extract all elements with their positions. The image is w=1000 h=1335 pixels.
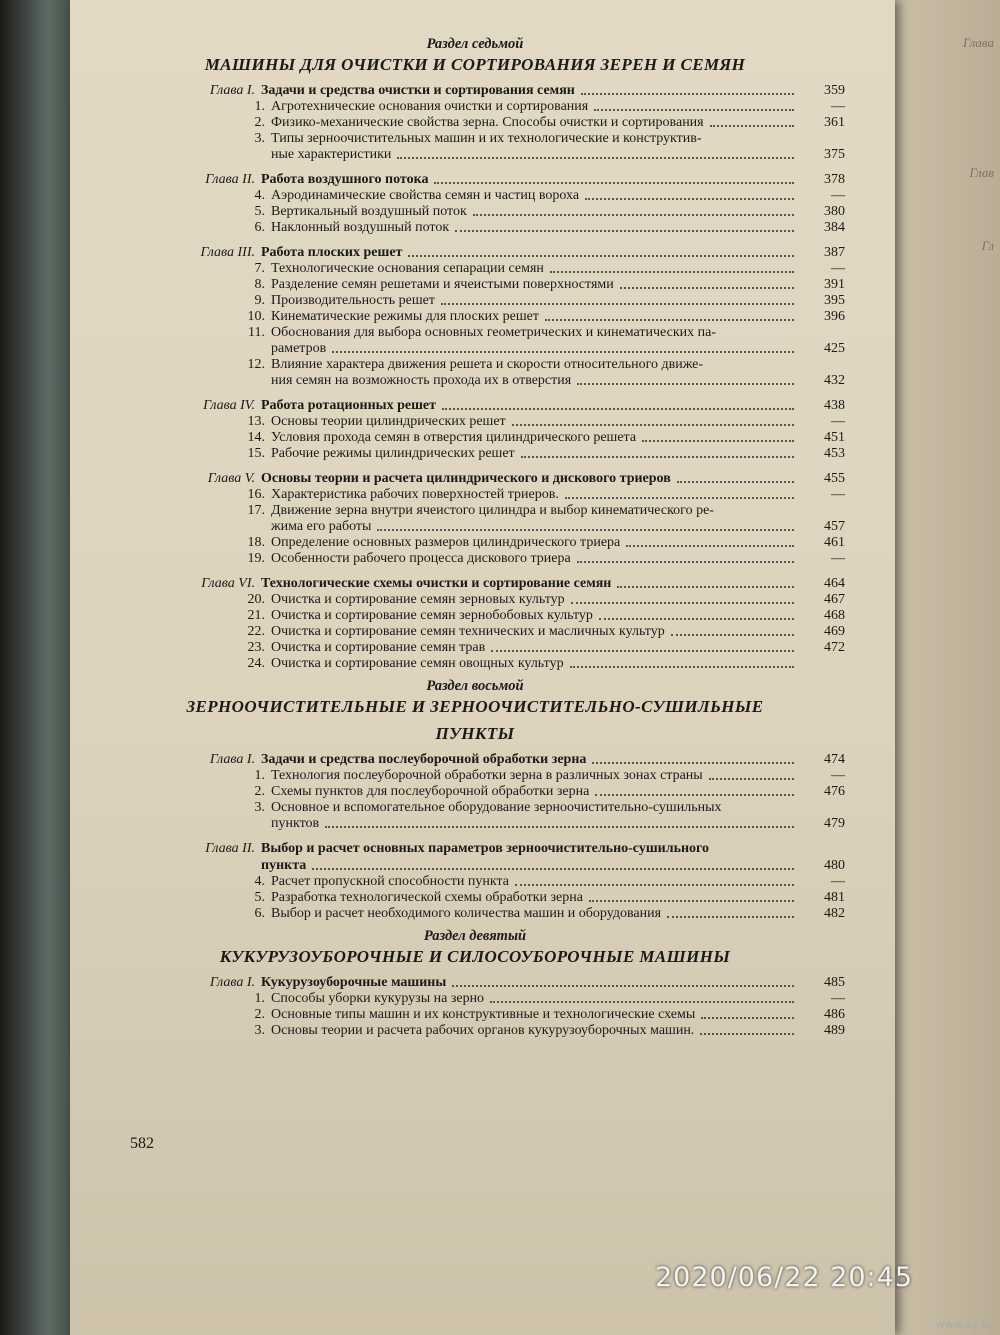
chapter-title-continued: пункта — [261, 858, 307, 873]
toc-item — [105, 188, 845, 204]
dot-leader — [515, 884, 794, 886]
chapter-row — [105, 840, 845, 857]
item-number: 16. — [247, 487, 265, 502]
dot-leader — [585, 198, 794, 200]
toc-item — [105, 608, 845, 624]
item-title-continued: раметров — [271, 341, 327, 356]
toc-item — [105, 906, 845, 922]
chapter-page: 474 — [824, 752, 845, 767]
chapter-label: Глава I. — [209, 752, 255, 767]
item-number: 6. — [254, 906, 265, 921]
item-title: Выбор и расчет необходимого количества машин и оборудования — [271, 906, 662, 921]
toc-item — [105, 551, 845, 567]
chapter-page: 387 — [824, 245, 845, 260]
item-page: 476 — [824, 784, 845, 799]
chapter-page: 378 — [824, 172, 845, 187]
item-page: — — [831, 99, 845, 114]
chapter-title: Работа воздушного потока — [261, 172, 429, 187]
item-page: 453 — [824, 446, 845, 461]
dot-leader — [565, 497, 794, 499]
item-page: 467 — [824, 592, 845, 607]
dot-leader — [592, 762, 794, 764]
dot-leader — [701, 1017, 794, 1019]
dot-leader — [441, 303, 794, 305]
dot-leader — [550, 271, 794, 273]
dot-leader — [595, 794, 794, 796]
item-title: Вертикальный воздушный поток — [271, 204, 467, 219]
chapter-page: 438 — [824, 398, 845, 413]
item-page: 391 — [824, 277, 845, 292]
item-number: 9. — [254, 293, 265, 308]
section-title: ЗЕРНООЧИСТИТЕЛЬНЫЕ И ЗЕРНООЧИСТИТЕЛЬНО-СУШИЛЬНЫЕ — [186, 697, 764, 716]
item-page: — — [831, 414, 845, 429]
item-page: — — [831, 991, 845, 1006]
dot-leader — [434, 182, 794, 184]
toc-item — [105, 220, 845, 236]
item-number: 20. — [247, 592, 265, 607]
item-page: — — [831, 874, 845, 889]
toc-item — [105, 656, 845, 672]
toc-item — [105, 890, 845, 906]
toc-item — [105, 293, 845, 309]
dot-leader — [620, 287, 794, 289]
chapter-page: 485 — [824, 975, 845, 990]
toc-item-continued — [105, 341, 845, 357]
item-page: 396 — [824, 309, 845, 324]
dot-leader — [452, 985, 794, 987]
item-title: Технология послеуборочной обработки зерна в различных зонах страны — [271, 768, 703, 783]
item-page: 451 — [824, 430, 845, 445]
toc-item — [105, 430, 845, 446]
toc-item — [105, 277, 845, 293]
item-title: Разработка технологической схемы обработки зерна — [271, 890, 583, 905]
item-page: — — [831, 188, 845, 203]
item-page: 375 — [824, 147, 845, 162]
toc-item — [105, 99, 845, 115]
chapter-label: Глава I. — [209, 83, 255, 98]
watermark: www.ay.by — [935, 1318, 994, 1331]
dot-leader — [700, 1033, 794, 1035]
chapter-row — [105, 82, 845, 99]
item-title-continued: ния семян на возможность прохода их в отверстия — [271, 373, 572, 388]
item-title: Способы уборки кукурузы на зерно — [271, 991, 485, 1006]
toc-item — [105, 204, 845, 220]
chapter-row — [105, 397, 845, 414]
item-page: 395 — [824, 293, 845, 308]
dot-leader — [442, 408, 794, 410]
chapter-title: Задачи и средства послеуборочной обработки зерна — [261, 752, 587, 767]
toc-item — [105, 487, 845, 503]
chapter-title: Работа плоских решет — [261, 245, 403, 260]
item-title-continued: ные характеристики — [271, 147, 392, 162]
toc-item — [105, 800, 845, 816]
item-number: 18. — [247, 535, 265, 550]
item-number: 22. — [247, 624, 265, 639]
facing-page-text: Глав — [969, 165, 994, 180]
toc-item — [105, 784, 845, 800]
chapter-label: Глава IV. — [203, 398, 255, 413]
item-title: Определение основных размеров цилиндрического триера — [271, 535, 621, 550]
chapter-title: Технологические схемы очистки и сортирование семян — [261, 576, 612, 591]
dot-leader — [473, 214, 794, 216]
dot-leader — [594, 109, 794, 111]
item-number: 5. — [254, 204, 265, 219]
item-number: 8. — [254, 277, 265, 292]
item-page: — — [831, 768, 845, 783]
item-page: 469 — [824, 624, 845, 639]
dot-leader — [491, 650, 794, 652]
toc-item — [105, 357, 845, 373]
dot-leader — [677, 481, 794, 483]
item-title-continued: жима его работы — [271, 519, 372, 534]
dot-leader — [312, 868, 794, 870]
item-title: Типы зерноочистительных машин и их технологические и конструктив- — [271, 131, 702, 146]
item-number: 11. — [248, 325, 265, 340]
dot-leader — [581, 93, 794, 95]
item-number: 1. — [254, 991, 265, 1006]
item-page: 486 — [824, 1007, 845, 1022]
dot-leader — [589, 900, 794, 902]
chapter-row — [105, 751, 845, 768]
item-title: Агротехнические основания очистки и сортирования — [271, 99, 589, 114]
toc-item — [105, 446, 845, 462]
item-number: 6. — [254, 220, 265, 235]
item-number: 12. — [247, 357, 265, 372]
dot-leader — [570, 666, 794, 668]
dot-leader — [490, 1001, 794, 1003]
chapter-title: Основы теории и расчета цилиндрического и дискового триеров — [261, 471, 671, 486]
chapter-label: Глава VI. — [201, 576, 255, 591]
chapter-page: 359 — [824, 83, 845, 98]
item-number: 3. — [254, 1023, 265, 1038]
item-title: Разделение семян решетами и ячеистыми поверхностями — [271, 277, 614, 292]
item-number: 1. — [254, 768, 265, 783]
dot-leader — [710, 125, 794, 127]
item-title: Очистка и сортирование семян зерновых культур — [271, 592, 565, 607]
toc-item-continued — [105, 147, 845, 163]
toc-item — [105, 261, 845, 277]
item-page: 384 — [824, 220, 845, 235]
item-title: Условия прохода семян в отверстия цилиндрического решета — [271, 430, 637, 445]
item-title: Особенности рабочего процесса дискового триера — [271, 551, 571, 566]
item-title: Основные типы машин и их конструктивные и технологические схемы — [271, 1007, 696, 1022]
chapter-row-continued — [105, 857, 845, 874]
chapter-label: Глава V. — [207, 471, 255, 486]
book-cover-edge — [0, 0, 80, 1335]
dot-leader — [671, 634, 794, 636]
toc-item — [105, 991, 845, 1007]
item-number: 17. — [247, 503, 265, 518]
item-title: Аэродинамические свойства семян и частиц вороха — [271, 188, 580, 203]
facing-page — [890, 0, 1000, 1335]
toc-item — [105, 325, 845, 341]
item-page: 425 — [824, 341, 845, 356]
item-page: 479 — [824, 816, 845, 831]
item-page: 380 — [824, 204, 845, 219]
item-number: 19. — [247, 551, 265, 566]
facing-page-text: Гл — [981, 238, 994, 253]
item-page: 489 — [824, 1023, 845, 1038]
toc-item — [105, 768, 845, 784]
facing-page-text: Глава — [962, 35, 994, 50]
item-number: 14. — [247, 430, 265, 445]
section-title-continued: ПУНКТЫ — [435, 724, 515, 743]
item-title: Характеристика рабочих поверхностей триеров. — [271, 487, 559, 502]
toc-item — [105, 535, 845, 551]
item-title: Очистка и сортирование семян технических и масличных культур — [271, 624, 665, 639]
dot-leader — [397, 157, 794, 159]
toc-item-continued — [105, 519, 845, 535]
section-title: МАШИНЫ ДЛЯ ОЧИСТКИ И СОРТИРОВАНИЯ ЗЕРЕН И СЕМЯН — [204, 55, 746, 74]
chapter-row — [105, 974, 845, 991]
chapter-row — [105, 171, 845, 188]
item-page: — — [831, 551, 845, 566]
item-page: 481 — [824, 890, 845, 905]
chapter-page: 455 — [824, 471, 845, 486]
item-title: Влияние характера движения решета и скорости относительного движе- — [271, 357, 704, 372]
item-page: 461 — [824, 535, 845, 550]
item-title: Основы теории цилиндрических решет — [271, 414, 506, 429]
item-number: 4. — [254, 874, 265, 889]
item-title: Очистка и сортирование семян трав — [271, 640, 486, 655]
item-page: 482 — [824, 906, 845, 921]
item-title: Схемы пунктов для послеуборочной обработки зерна — [271, 784, 590, 799]
dot-leader — [377, 529, 794, 531]
toc-item — [105, 640, 845, 656]
chapter-page: 464 — [824, 576, 845, 591]
item-title: Очистка и сортирование семян зернобобовых культур — [271, 608, 593, 623]
item-title: Расчет пропускной способности пункта — [271, 874, 509, 889]
item-number: 2. — [254, 115, 265, 130]
toc-item-continued — [105, 816, 845, 832]
toc-item — [105, 624, 845, 640]
chapter-page: 480 — [824, 858, 845, 873]
dot-leader — [325, 826, 794, 828]
item-page: 432 — [824, 373, 845, 388]
dot-leader — [577, 561, 794, 563]
chapter-label: Глава II. — [205, 841, 255, 856]
item-number: 3. — [254, 131, 265, 146]
toc-item — [105, 1007, 845, 1023]
section-label: Раздел девятый — [423, 928, 527, 944]
item-number: 24. — [247, 656, 265, 671]
item-page: 457 — [824, 519, 845, 534]
item-page: — — [831, 261, 845, 276]
item-number: 4. — [254, 188, 265, 203]
dot-leader — [332, 351, 794, 353]
chapter-row — [105, 470, 845, 487]
item-number: 2. — [254, 1007, 265, 1022]
chapter-title: Задачи и средства очистки и сортирования семян — [261, 83, 575, 98]
item-page: 472 — [824, 640, 845, 655]
item-number: 3. — [254, 800, 265, 815]
section-title: КУКУРУЗОУБОРОЧНЫЕ И СИЛОСОУБОРОЧНЫЕ МАШИНЫ — [219, 947, 731, 966]
toc-item — [105, 309, 845, 325]
item-number: 15. — [247, 446, 265, 461]
dot-leader — [599, 618, 794, 620]
chapter-label: Глава II. — [205, 172, 255, 187]
item-number: 1. — [254, 99, 265, 114]
toc-item — [105, 874, 845, 890]
item-number: 2. — [254, 784, 265, 799]
section-label: Раздел седьмой — [426, 36, 524, 52]
chapter-title: Выбор и расчет основных параметров зерноочистительно-сушильного — [261, 841, 710, 856]
item-number: 7. — [254, 261, 265, 276]
item-title: Основное и вспомогательное оборудование зерноочистительно-сушильных — [271, 800, 722, 815]
dot-leader — [408, 255, 794, 257]
item-title: Основы теории и расчета рабочих органов кукурузоуборочных машин. — [271, 1023, 695, 1038]
dot-leader — [455, 230, 794, 232]
item-title: Очистка и сортирование семян овощных культур — [271, 656, 564, 671]
item-number: 5. — [254, 890, 265, 905]
toc-item — [105, 1023, 845, 1039]
item-title: Производительность решет — [271, 293, 435, 308]
dot-leader — [617, 586, 794, 588]
dot-leader — [521, 456, 794, 458]
item-number: 10. — [247, 309, 265, 324]
item-title-continued: пунктов — [271, 816, 320, 831]
chapter-label: Глава III. — [200, 245, 255, 260]
toc-item — [105, 115, 845, 131]
item-number: 23. — [247, 640, 265, 655]
item-number: 21. — [247, 608, 265, 623]
item-title: Обоснования для выбора основных геометрических и кинематических па- — [271, 325, 716, 340]
item-title: Физико-механические свойства зерна. Способы очистки и сортирования — [271, 115, 704, 130]
dot-leader — [571, 602, 794, 604]
dot-leader — [545, 319, 794, 321]
table-of-contents — [105, 30, 845, 1039]
item-number: 13. — [247, 414, 265, 429]
item-page: 468 — [824, 608, 845, 623]
toc-item — [105, 503, 845, 519]
item-title: Движение зерна внутри ячеистого цилиндра и выбор кинематического ре- — [271, 503, 714, 518]
toc-item — [105, 414, 845, 430]
section-label: Раздел восьмой — [426, 678, 524, 694]
dot-leader — [512, 424, 794, 426]
toc-item — [105, 592, 845, 608]
item-title: Технологические основания сепарации семян — [271, 261, 544, 276]
page-number: 582 — [130, 1135, 154, 1152]
item-title: Наклонный воздушный поток — [271, 220, 450, 235]
chapter-title: Работа ротационных решет — [261, 398, 436, 413]
dot-leader — [577, 383, 794, 385]
item-title: Рабочие режимы цилиндрических решет — [271, 446, 515, 461]
photo-timestamp: 2020/06/22 20:45 — [655, 1262, 914, 1293]
item-title: Кинематические режимы для плоских решет — [271, 309, 539, 324]
dot-leader — [642, 440, 794, 442]
dot-leader — [626, 545, 794, 547]
item-page: 361 — [824, 115, 845, 130]
chapter-label: Глава I. — [209, 975, 255, 990]
toc-item-continued — [105, 373, 845, 389]
toc-item — [105, 131, 845, 147]
chapter-row — [105, 244, 845, 261]
chapter-row — [105, 575, 845, 592]
dot-leader — [667, 916, 794, 918]
chapter-title: Кукурузоуборочные машины — [261, 975, 447, 990]
dot-leader — [709, 778, 794, 780]
item-page: — — [831, 487, 845, 502]
